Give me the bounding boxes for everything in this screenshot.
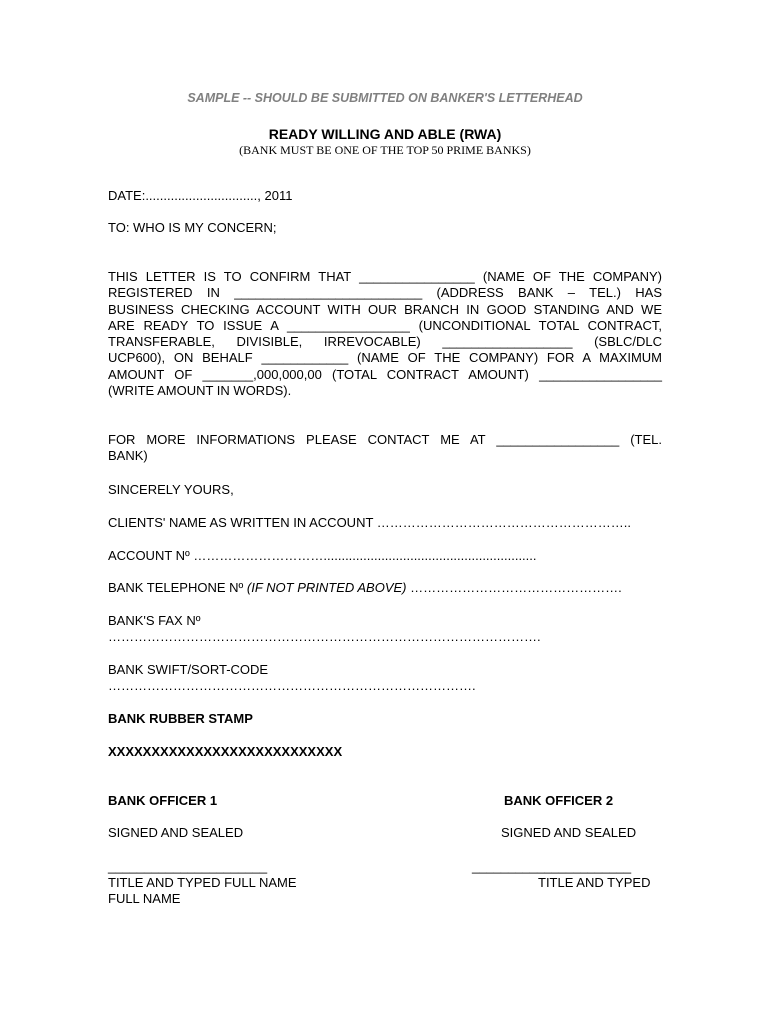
paragraph-line: AMOUNT OF _______,000,000,00 (TOTAL CONTRACT AMOUNT) _________________ <box>108 366 662 382</box>
swift-label: BANK SWIFT/SORT-CODE <box>108 662 269 677</box>
officer-1-name-line-2: FULL NAME <box>108 891 181 906</box>
officer-1-signature-line: ______________________ <box>108 859 268 874</box>
bank-telephone-note: (IF NOT PRINTED ABOVE) <box>246 580 407 595</box>
paragraph-line: BUSINESS CHECKING ACCOUNT WITH OUR BRANCH IN GOOD STANDING AND WE <box>108 301 662 317</box>
paragraph-line: THIS LETTER IS TO CONFIRM THAT ________________ (NAME OF THE COMPANY) <box>108 269 662 284</box>
recipient-line: TO: WHO IS MY CONCERN; <box>108 220 277 235</box>
officer-2-name-line: TITLE AND TYPED <box>538 875 651 890</box>
document-title: READY WILLING AND ABLE (RWA) <box>268 126 502 142</box>
paragraph-line: FOR MORE INFORMATIONS PLEASE CONTACT ME AT _________________ (TEL. <box>108 432 662 447</box>
officer-2-heading: BANK OFFICER 2 <box>504 793 614 808</box>
officer-1-signed: SIGNED AND SEALED <box>108 825 244 840</box>
date-line: DATE:..............................., 2011 <box>108 188 293 203</box>
bank-telephone-label: BANK TELEPHONE Nº <box>108 580 247 595</box>
officer-2-signature-line: ______________________ <box>472 859 632 874</box>
fax-dots: ………………………………………………………………………………………. <box>108 629 541 644</box>
bank-telephone-dots: …………………………………………. <box>406 580 622 595</box>
confirmation-paragraph <box>108 269 662 399</box>
closing-line: SINCERELY YOURS, <box>108 482 234 497</box>
document-subtitle: (BANK MUST BE ONE OF THE TOP 50 PRIME BANKS) <box>239 143 531 157</box>
rubber-stamp-label: BANK RUBBER STAMP <box>108 711 253 726</box>
rubber-stamp-placeholder: XXXXXXXXXXXXXXXXXXXXXXXXXXX <box>108 744 343 759</box>
paragraph-line: REGISTERED IN __________________________ (ADDRESS BANK – TEL.) HAS <box>108 285 662 301</box>
paragraph-line: (WRITE AMOUNT IN WORDS). <box>108 383 292 399</box>
officer-1-heading: BANK OFFICER 1 <box>108 793 218 808</box>
officer-2-signed: SIGNED AND SEALED <box>501 825 637 840</box>
contact-paragraph <box>108 432 662 465</box>
sample-note: SAMPLE -- SHOULD BE SUBMITTED ON BANKER'S LETTERHEAD <box>187 91 583 105</box>
account-number-field: ACCOUNT Nº …………………………........................................................... <box>108 548 537 563</box>
paragraph-line: BANK) <box>108 448 148 464</box>
bank-telephone-field <box>108 580 622 596</box>
paragraph-line: UCP600), ON BEHALF ____________ (NAME OF THE COMPANY) FOR A MAXIMUM <box>108 350 662 366</box>
paragraph-line: TRANSFERABLE, DIVISIBLE, IRREVOCABLE) __________________ (SBLC/DLC <box>108 334 662 350</box>
fax-label: BANK'S FAX Nº <box>108 613 201 628</box>
officer-1-name-line: TITLE AND TYPED FULL NAME <box>108 875 297 890</box>
swift-dots: …………………………………………………………………………. <box>108 678 476 693</box>
paragraph-line: ARE READY TO ISSUE A _________________ (UNCONDITIONAL TOTAL CONTRACT, <box>108 317 662 333</box>
client-name-field: CLIENTS' NAME AS WRITTEN IN ACCOUNT ………………………………………………….. <box>108 515 631 530</box>
